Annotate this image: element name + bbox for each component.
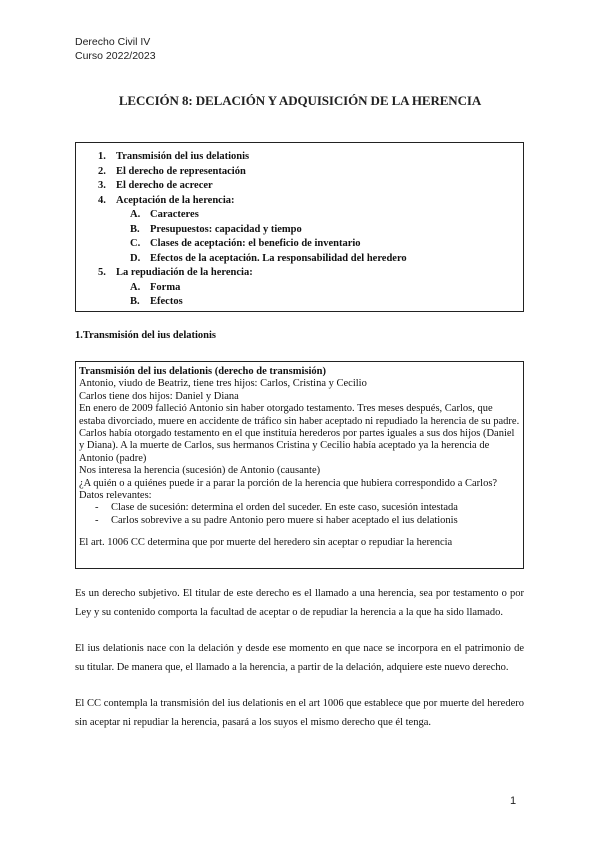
body-paragraph: Es un derecho subjetivo. El titular de este derecho es el llamado a una herencia, sea por testamento o por Ley y su contenido comporta la facultad de aceptar o de repudiar la herencia a la que ha sido llamado. — [75, 588, 524, 618]
body-paragraph: El ius delationis nace con la delación y desde ese momento en que nace se incorpora en el patrimonio de su titular. De manera que, el llamado a la herencia, a partir de la delación, adquiere este nuevo derecho. — [75, 643, 524, 673]
case-line: Carlos tiene dos hijos: Daniel y Diana — [79, 390, 239, 402]
toc-subitem: A. Forma — [130, 281, 181, 293]
toc-subitem: B. Presupuestos: capacidad y tiempo — [130, 223, 302, 235]
toc-subitem: D. Efectos de la aceptación. La responsabilidad del heredero — [130, 252, 407, 264]
section-heading: 1.Transmisión del ius delationis — [75, 330, 217, 341]
case-line: ¿A quién o a quiénes puede ir a parar la porción de la herencia que hubiera correspondido a Carlos? — [79, 477, 498, 489]
case-line: Datos relevantes: — [79, 490, 152, 502]
page-title: LECCIÓN 8: DELACIÓN Y ADQUISICIÓN DE LA HERENCIA — [118, 93, 482, 108]
toc-item: 5. La repudiación de la herencia: — [98, 267, 253, 278]
table-of-contents — [75, 142, 524, 312]
page-number: 1 — [510, 795, 517, 807]
course-name: Derecho Civil IV — [75, 36, 151, 48]
course-year: Curso 2022/2023 — [75, 50, 156, 62]
case-title: Transmisión del ius delationis (derecho de transmisión) — [79, 366, 326, 377]
body-paragraph: El CC contempla la transmisión del ius delationis en el art 1006 que establece que por muerte del heredero sin aceptar ni repudiar la herencia, pasará a los suyos el mismo derecho que él tenga. — [75, 698, 524, 728]
page-header — [75, 35, 156, 63]
toc-item: 1. Transmisión del ius delationis — [98, 151, 250, 162]
toc-item: 4. Aceptación de la herencia: — [98, 194, 235, 206]
toc-item: 2. El derecho de representación — [98, 165, 246, 177]
case-conclusion: El art. 1006 CC determina que por muerte del heredero sin aceptar o repudiar la herencia — [79, 537, 453, 549]
toc-subitem: A. Caracteres — [130, 209, 199, 220]
case-bullet: - Carlos sobrevive a su padre Antonio pero muere si haber aceptado el ius delationis — [95, 514, 458, 526]
case-line: En enero de 2009 falleció Antonio sin haber otorgado testamento. Tres meses después, Carlos, que estaba divorciado, muere en accidente de tráfico sin haber aceptado ni repudiado la herencia de su padre. Carlos había otorgado testamento en el que instituía herederos por partes iguales a sus dos hijos (Daniel y Diana). A la muerte de Carlos, sus hermanos Cristina y Cecilio había aceptado ya la herencia de Antonio (padre) — [79, 403, 520, 464]
case-box — [75, 361, 524, 569]
toc-subitem: B. Efectos — [130, 296, 183, 307]
case-line: Antonio, viudo de Beatriz, tiene tres hijos: Carlos, Cristina y Cecilio — [79, 378, 367, 390]
toc-subitem: C. Clases de aceptación: el beneficio de inventario — [130, 238, 361, 249]
case-line: Nos interesa la herencia (sucesión) de Antonio (causante) — [79, 465, 321, 477]
toc-item: 3. El derecho de acrecer — [98, 180, 213, 191]
case-bullet: - Clase de sucesión: determina el orden del suceder. En este caso, sucesión intestada — [95, 502, 458, 514]
